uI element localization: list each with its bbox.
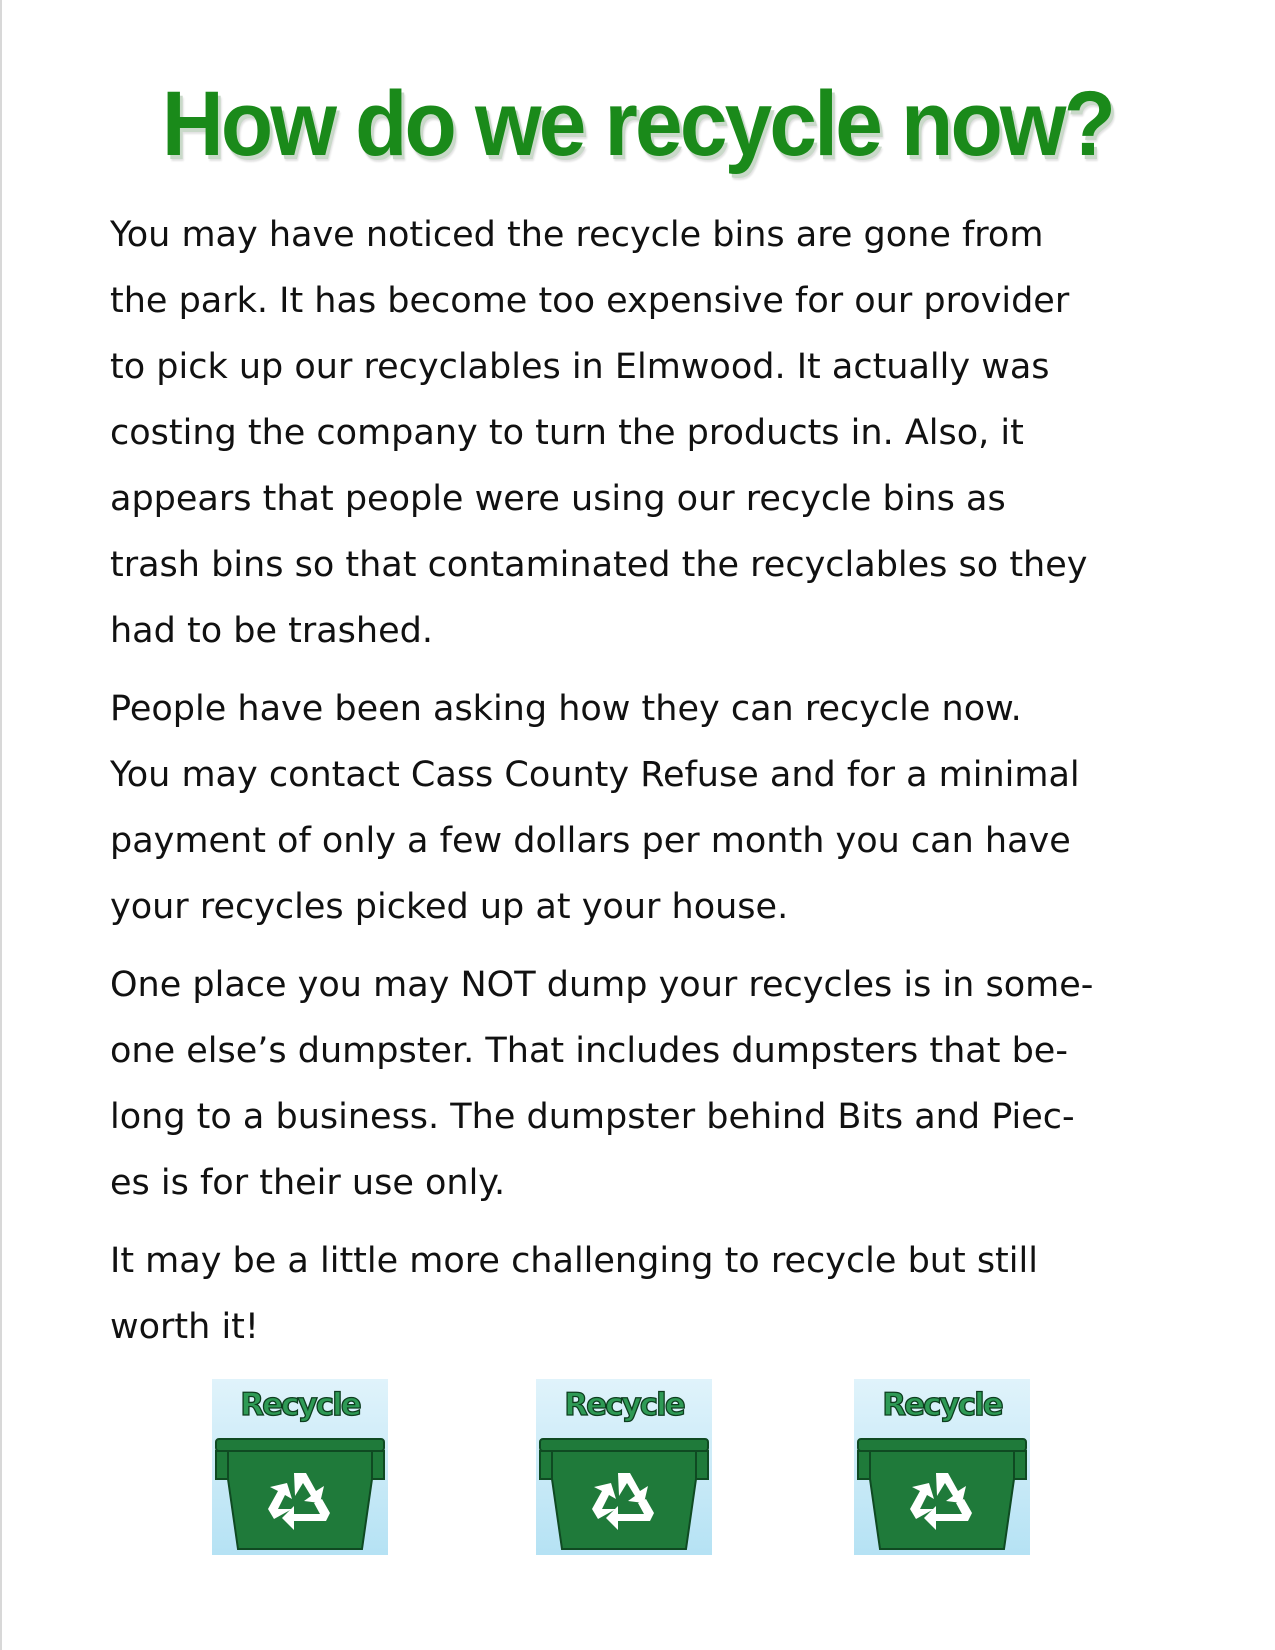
paragraph-how-to-recycle: People have been asking how they can recycle now. You may contact Cass County Refuse and for a minimal payment of only a few dollars per month you can have your recycles picked up at your house. — [110, 689, 1080, 927]
article-body — [110, 202, 1155, 1372]
paragraph-closing: It may be a little more challenging to recycle but still worth it! — [110, 1241, 1038, 1347]
paragraph-dumpster-warning: One place you may NOT dump your recycles is in some- one else’s dumpster. That includes dumpsters that be- long to a business. The dumpster behind Bits and Piec- es is for their use only. — [110, 965, 1094, 1203]
bin-label: Recycle — [240, 1387, 360, 1423]
recycle-bin-images — [0, 1379, 1275, 1556]
recycle-bin-image-3 — [854, 1379, 1030, 1555]
recycle-bin-image-1 — [212, 1379, 388, 1555]
recycle-bin-image-2 — [536, 1379, 712, 1555]
bin-label: Recycle — [564, 1387, 684, 1423]
paragraph-bins-removed: You may have noticed the recycle bins are gone from the park. It has become too expensive for our provider to pick up our recyclables in Elmwood. It actually was costing the company to turn the products in. Also, it appears that people were using our recycle bins as trash bins so that contaminated the recyclables so they had to be trashed. — [110, 215, 1088, 651]
page-title: How do we recycle now? — [161, 73, 1114, 175]
bin-label: Recycle — [882, 1387, 1002, 1423]
